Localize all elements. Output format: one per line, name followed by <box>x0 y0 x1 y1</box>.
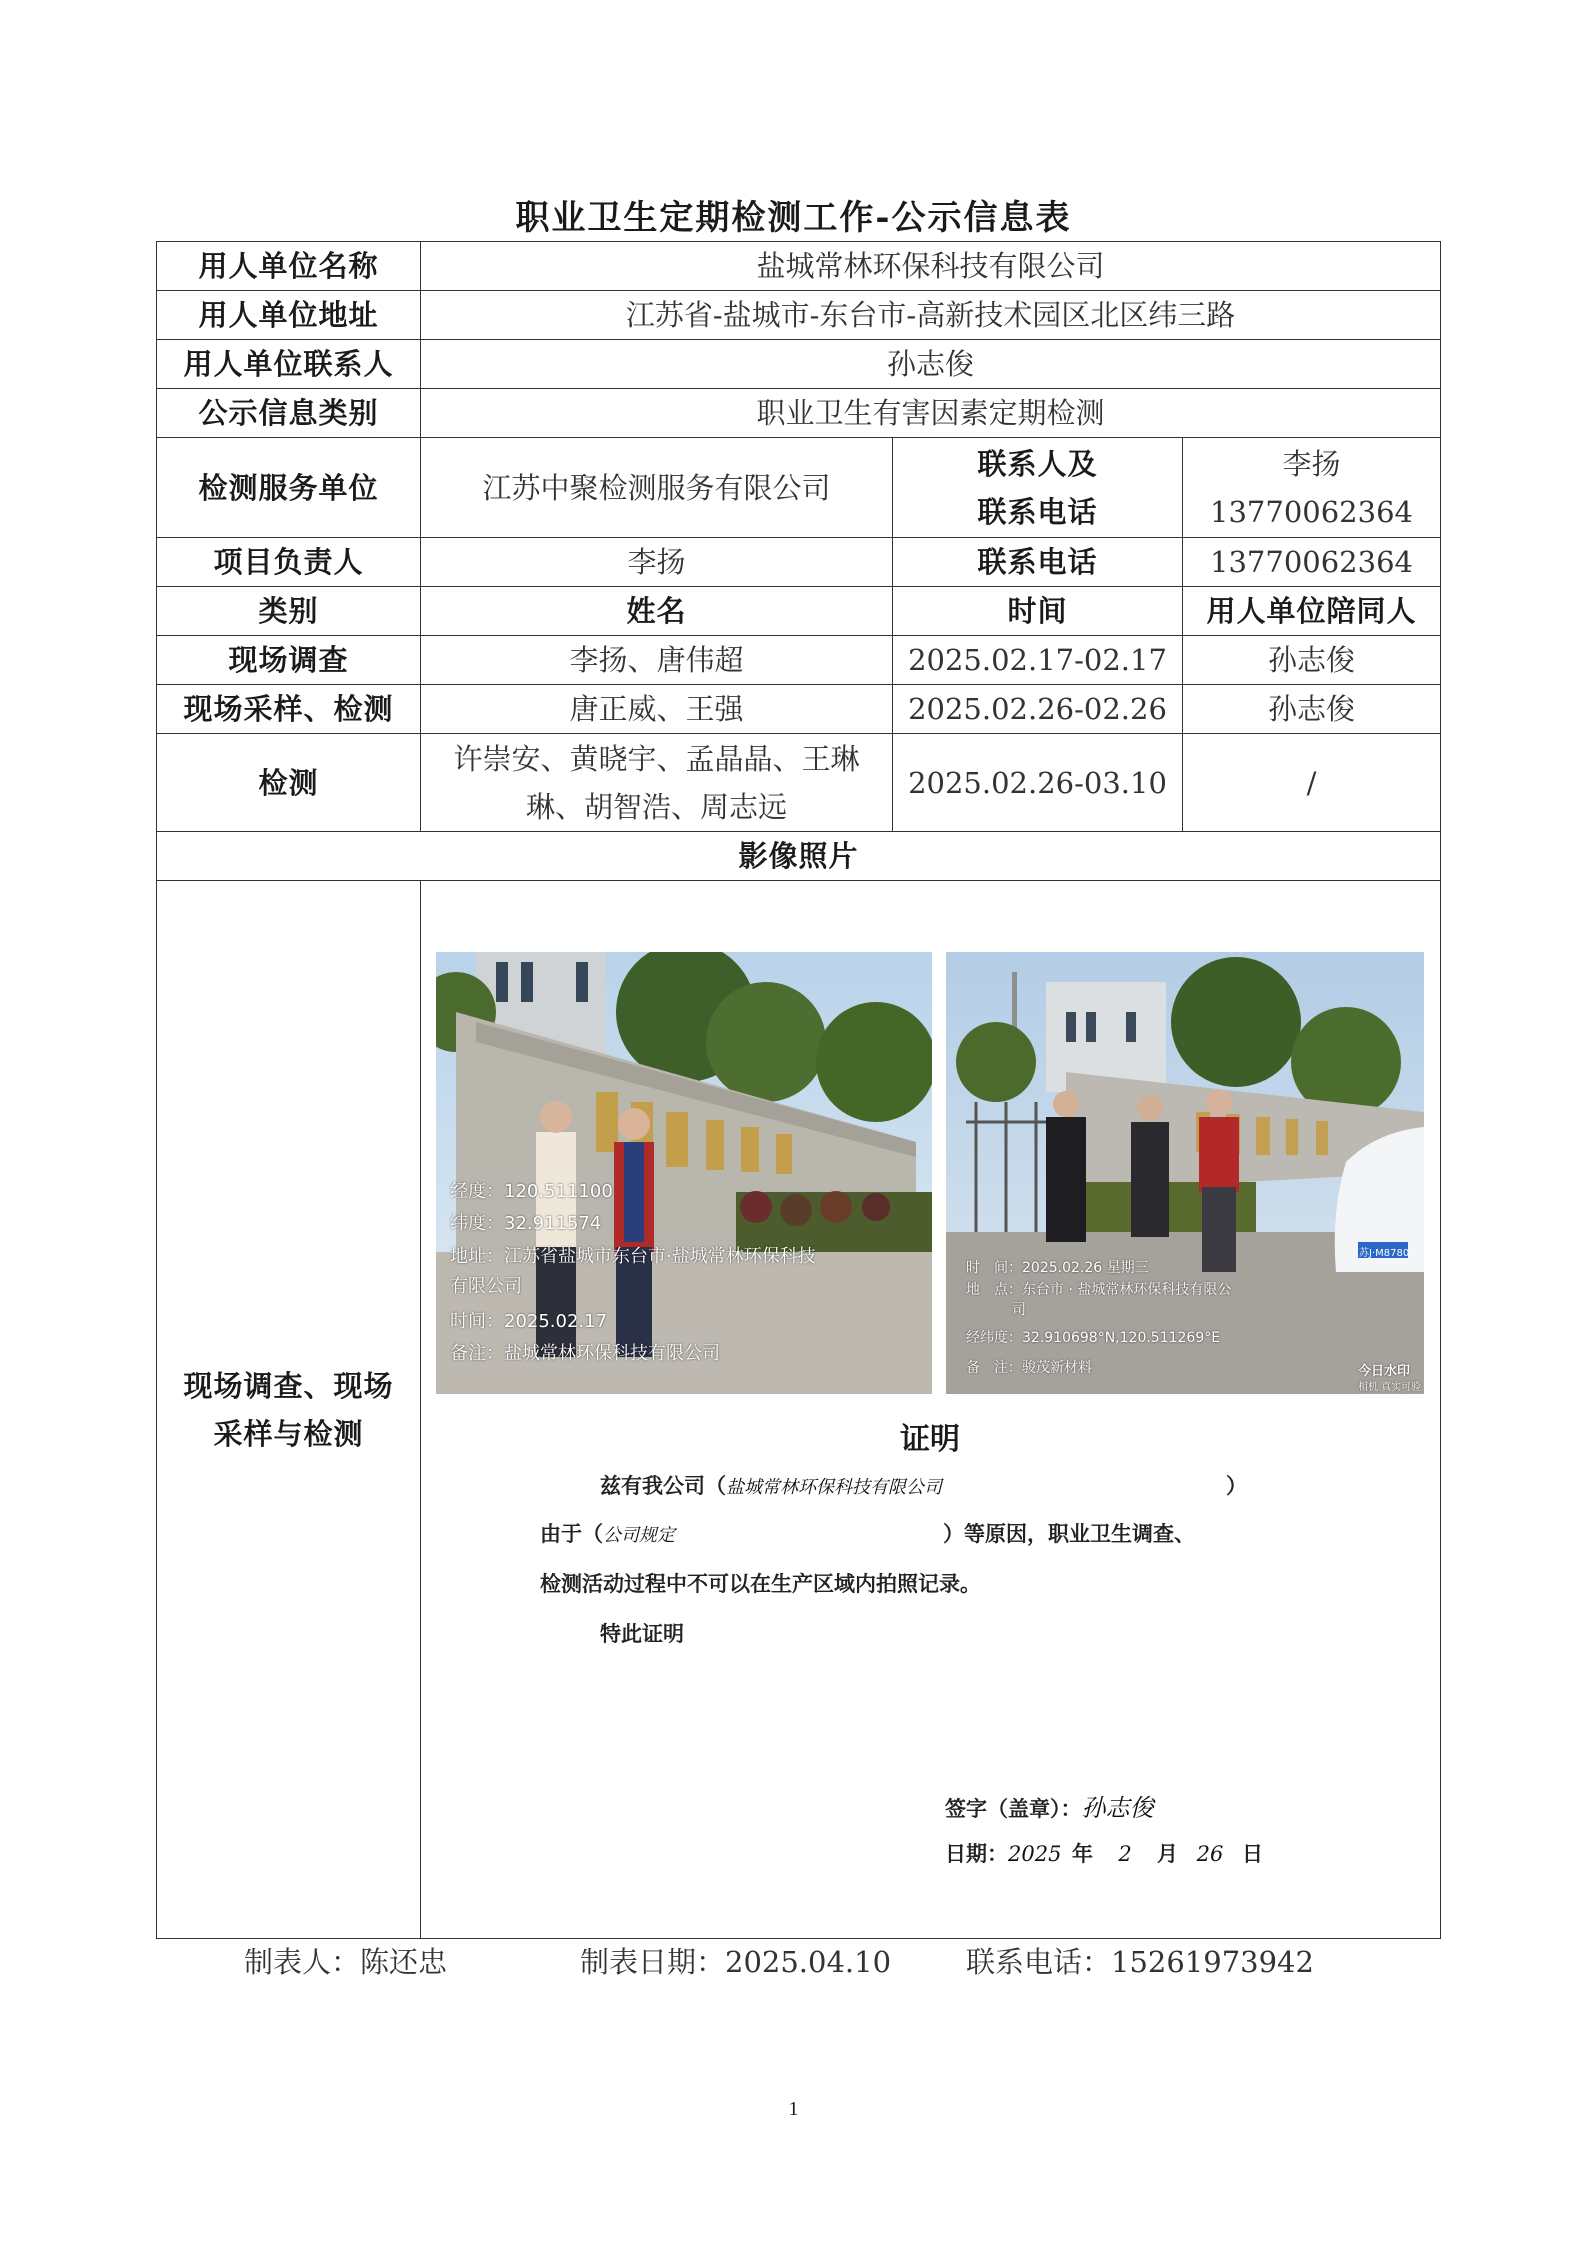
certificate-line2-handwritten: 公司规定 <box>603 1525 675 1546</box>
schedule-companion: / <box>1183 734 1441 832</box>
photo2-watermark-note: 备 注：骏茂新材料 <box>966 1360 1092 1376</box>
certificate-date-label: 日期： <box>945 1842 1008 1866</box>
project-lead-label: 项目负责人 <box>157 538 421 587</box>
schedule-time: 2025.02.26-02.26 <box>893 685 1183 734</box>
certificate-line1-handwritten: 盐城常林环保科技有限公司 <box>726 1477 942 1498</box>
project-lead: 李扬 <box>421 538 893 587</box>
table-row <box>157 340 1441 389</box>
certificate-date-month-unit: 月 <box>1157 1842 1178 1866</box>
certificate-date-year-unit: 年 <box>1072 1842 1093 1866</box>
certificate-line1 <box>600 1470 1247 1500</box>
contact-name: 李扬 <box>1282 446 1341 481</box>
employer-name: 盐城常林环保科技有限公司 <box>421 242 1441 291</box>
footer-date: 制表日期：2025.04.10 <box>580 1945 892 1979</box>
info-category: 职业卫生有害因素定期检测 <box>421 389 1441 438</box>
table-row <box>157 636 1441 685</box>
certificate-date-day: 26 <box>1196 1842 1224 1866</box>
photo2-plate: 苏J·M8780 <box>1359 1248 1410 1259</box>
service-unit: 江苏中聚检测服务有限公司 <box>421 438 893 538</box>
certificate-title: 证明 <box>900 1422 960 1457</box>
certificate-sign-label: 签字（盖章）： <box>945 1797 1082 1821</box>
header-names: 姓名 <box>421 587 893 636</box>
certificate-line4: 特此证明 <box>600 1622 684 1646</box>
contact-label-line2: 联系电话 <box>977 494 1098 529</box>
table-row <box>157 242 1441 291</box>
photo1-watermark-addr2: 有限公司 <box>450 1276 522 1297</box>
employer-contact-label: 用人单位联系人 <box>157 340 421 389</box>
schedule-names: 李扬、唐伟超 <box>421 636 893 685</box>
images-label-line1: 现场调查、现场 <box>183 1368 394 1403</box>
schedule-time: 2025.02.26-03.10 <box>893 734 1183 832</box>
certificate-signature-handwritten: 孙志俊 <box>1081 1794 1154 1822</box>
contact-label <box>893 438 1183 538</box>
schedule-category: 现场采样、检测 <box>157 685 421 734</box>
document-title: 职业卫生定期检测工作-公示信息表 <box>515 198 1072 238</box>
photo2-watermark-place2: 司 <box>1012 1302 1026 1318</box>
certificate-date-year: 2025 <box>1008 1842 1062 1866</box>
header-category: 类别 <box>157 587 421 636</box>
certificate-signature <box>945 1788 1154 1823</box>
schedule-category: 现场调查 <box>157 636 421 685</box>
contact-value <box>1183 438 1441 538</box>
project-phone-label: 联系电话 <box>893 538 1183 587</box>
employer-name-label: 用人单位名称 <box>157 242 421 291</box>
photo1-watermark-time: 时间：2025.02.17 <box>450 1311 608 1332</box>
photo1-watermark-addr1: 地址：江苏省盐城市东台市·盐城常林环保科技 <box>450 1246 816 1267</box>
photo2-watermark-brand: 今日水印 <box>1358 1364 1411 1379</box>
employer-address-label: 用人单位地址 <box>157 291 421 340</box>
photo2-watermark-place1: 地 点：东台市 · 盐城常林环保科技有限公 <box>966 1282 1232 1298</box>
schedule-time: 2025.02.17-02.17 <box>893 636 1183 685</box>
footer-maker: 制表人：陈还忠 <box>244 1945 448 1979</box>
page-number: 1 <box>788 2098 799 2120</box>
schedule-names: 唐正威、王强 <box>421 685 893 734</box>
images-label-line2: 采样与检测 <box>213 1416 364 1451</box>
contact-label-line1: 联系人及 <box>977 446 1098 481</box>
certificate-line2-suffix: ）等原因，职业卫生调查、 <box>943 1522 1195 1546</box>
certificate-line1-prefix: 兹有我公司（ <box>600 1474 726 1498</box>
info-category-label: 公示信息类别 <box>157 389 421 438</box>
images-label <box>157 881 421 1939</box>
schedule-companion: 孙志俊 <box>1183 636 1441 685</box>
certificate-scan <box>460 1400 1360 1920</box>
employer-contact: 孙志俊 <box>421 340 1441 389</box>
photo2-watermark-coords: 经纬度：32.910698°N,120.511269°E <box>966 1330 1221 1346</box>
table-row <box>157 587 1441 636</box>
header-companion: 用人单位陪同人 <box>1183 587 1441 636</box>
table-row <box>157 389 1441 438</box>
header-time: 时间 <box>893 587 1183 636</box>
photo1-watermark-lat: 纬度：32.911574 <box>450 1213 602 1234</box>
employer-address: 江苏省-盐城市-东台市-高新技术园区北区纬三路 <box>421 291 1441 340</box>
photo2-watermark-time: 时 间：2025.02.26 星期三 <box>966 1260 1149 1276</box>
table-row <box>157 734 1441 832</box>
schedule-category: 检测 <box>157 734 421 832</box>
table-row <box>157 685 1441 734</box>
service-unit-label: 检测服务单位 <box>157 438 421 538</box>
certificate-line2 <box>540 1518 1195 1548</box>
site-photo-1 <box>436 952 932 1394</box>
contact-phone: 13770062364 <box>1210 494 1413 529</box>
schedule-names-line2: 琳、胡智浩、周志远 <box>525 789 787 824</box>
table-row <box>157 438 1441 538</box>
photo2-watermark-brand-sub: 相机 真实可验 <box>1358 1382 1422 1393</box>
table-row <box>157 832 1441 881</box>
project-phone: 13770062364 <box>1183 538 1441 587</box>
table-row <box>157 538 1441 587</box>
schedule-names-line1: 许崇安、黄晓宇、孟晶晶、王琳 <box>453 741 860 776</box>
certificate-date <box>945 1838 1263 1868</box>
images-header: 影像照片 <box>157 832 1441 881</box>
certificate-line3: 检测活动过程中不可以在生产区域内拍照记录。 <box>540 1572 981 1596</box>
certificate-line1-suffix: ） <box>1226 1474 1247 1498</box>
site-photo-2 <box>946 952 1424 1394</box>
photo1-watermark-lon: 经度：120.511100 <box>450 1181 613 1202</box>
certificate-date-month: 2 <box>1118 1842 1132 1866</box>
certificate-line2-prefix: 由于（ <box>540 1522 603 1546</box>
table-row <box>157 291 1441 340</box>
schedule-names <box>421 734 893 832</box>
certificate-date-day-unit: 日 <box>1242 1842 1263 1866</box>
schedule-companion: 孙志俊 <box>1183 685 1441 734</box>
photo1-watermark-note: 备注：盐城常林环保科技有限公司 <box>450 1343 720 1364</box>
footer-phone: 联系电话：15261973942 <box>966 1945 1314 1979</box>
